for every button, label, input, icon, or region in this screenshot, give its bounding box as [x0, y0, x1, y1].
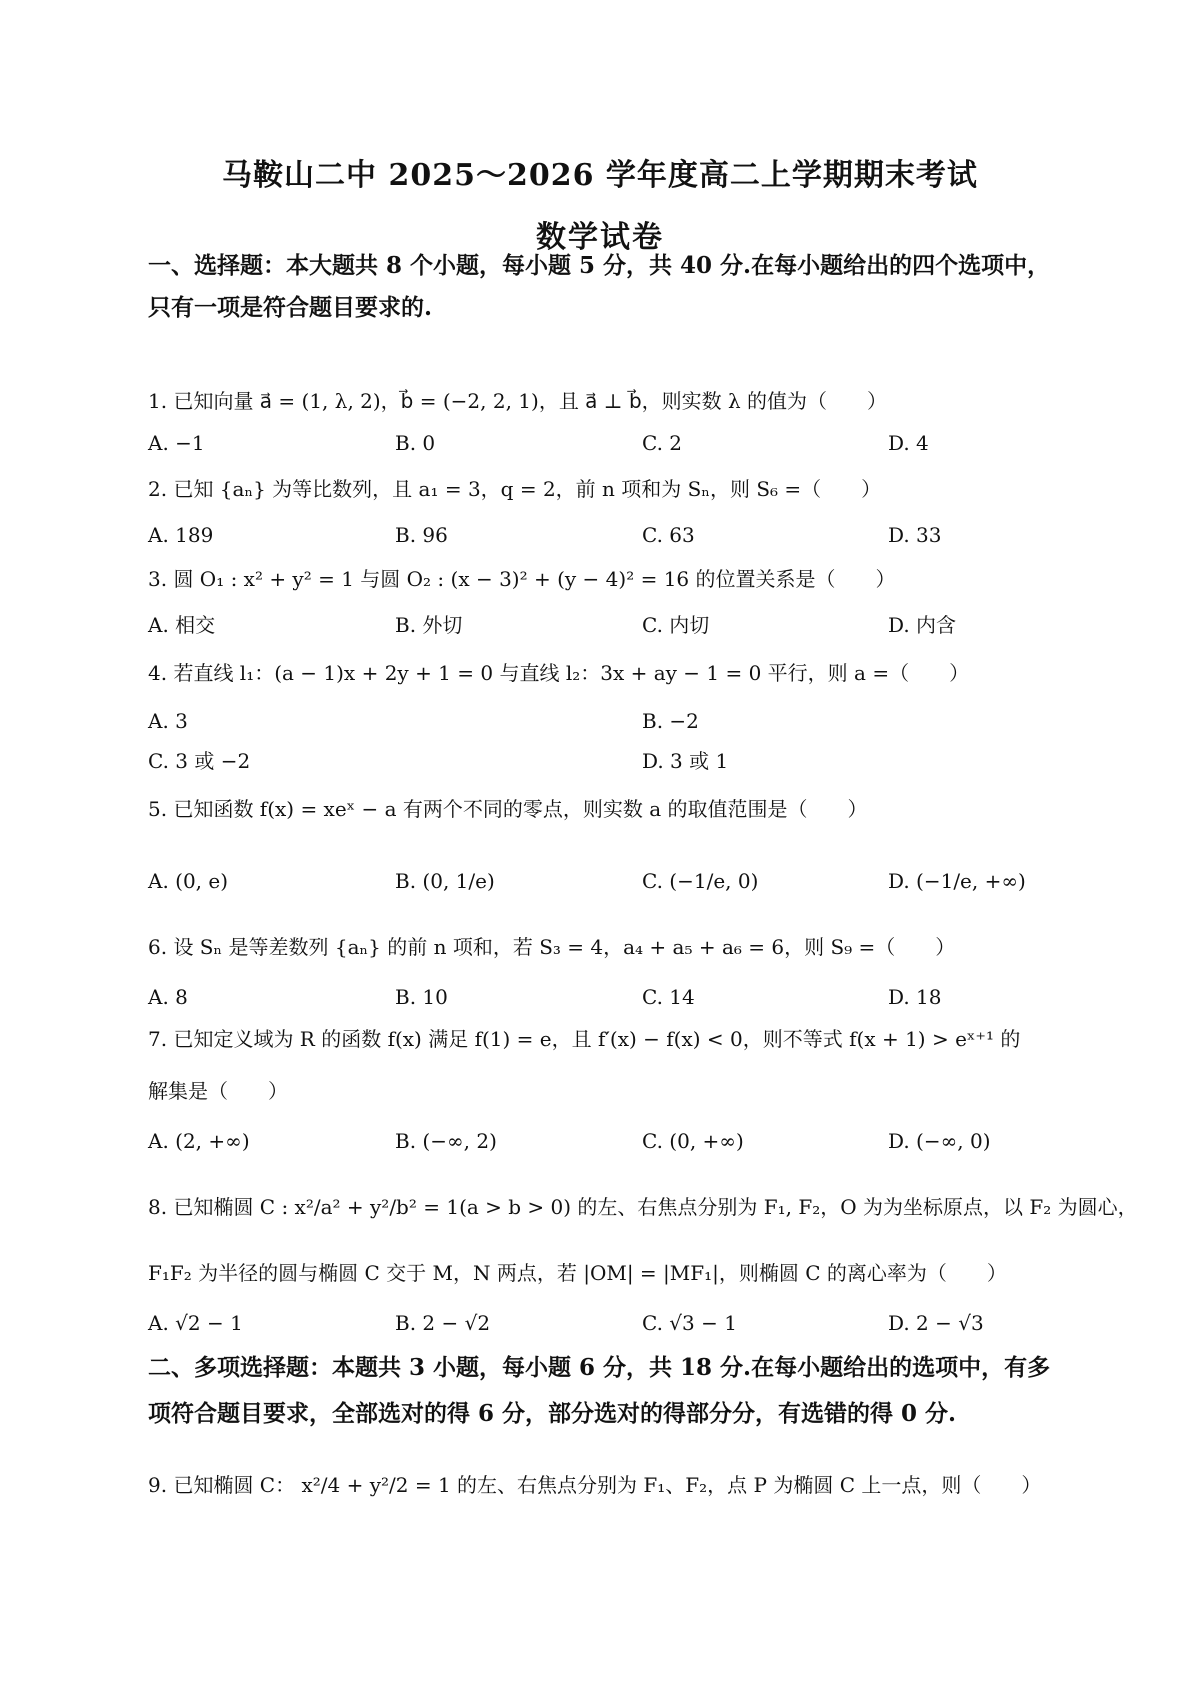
- q3-option-c: C. 内切: [642, 613, 710, 637]
- q1-option-c: C. 2: [642, 431, 683, 455]
- q7-option-c: C. (0, +∞): [642, 1129, 744, 1153]
- q5-option-b: B. (0, 1/e): [395, 869, 495, 893]
- question-2: 2. 已知 {aₙ} 为等比数列，且 a₁ = 3，q = 2，前 n 项和为 Sₙ，则 S₆ =（ ）: [148, 477, 882, 501]
- q6-option-d: D. 18: [888, 985, 942, 1009]
- q4-option-a: A. 3: [148, 709, 188, 733]
- q7-option-d: D. (−∞, 0): [888, 1129, 991, 1153]
- q5-option-d: D. (−1/e, +∞): [888, 869, 1026, 893]
- q1-option-a: A. −1: [148, 431, 205, 455]
- q8-option-a: A. √2 − 1: [148, 1311, 243, 1335]
- q2-option-c: C. 63: [642, 523, 695, 547]
- q3-option-d: D. 内含: [888, 613, 957, 637]
- q4-option-c: C. 3 或 −2: [148, 749, 251, 773]
- q3-option-a: A. 相交: [148, 613, 216, 637]
- q2-option-a: A. 189: [148, 523, 214, 547]
- question-6: 6. 设 Sₙ 是等差数列 {aₙ} 的前 n 项和，若 S₃ = 4，a₄ + a₅ + a₆ = 6，则 S₉ =（ ）: [148, 935, 956, 959]
- q4-option-d: D. 3 或 1: [642, 749, 729, 773]
- exam-title: 马鞍山二中 2025～2026 学年度高二上学期期末考试: [222, 158, 978, 193]
- question-8-line1: 8. 已知椭圆 C : x²/a² + y²/b² = 1(a > b > 0) 的左、右焦点分别为 F₁, F₂，O 为为坐标原点，以 F₂ 为圆心，: [148, 1195, 1138, 1219]
- section2-line2: 项符合题目要求，全部选对的得 6 分，部分选对的得部分分，有选错的得 0 分.: [148, 1400, 957, 1427]
- q6-option-b: B. 10: [395, 985, 448, 1009]
- q2-option-d: D. 33: [888, 523, 942, 547]
- question-5: 5. 已知函数 f(x) = xeˣ − a 有两个不同的零点，则实数 a 的取值范围是（ ）: [148, 797, 868, 821]
- q5-option-c: C. (−1/e, 0): [642, 869, 759, 893]
- question-3: 3. 圆 O₁ : x² + y² = 1 与圆 O₂ : (x − 3)² + (y − 4)² = 16 的位置关系是（ ）: [148, 567, 896, 591]
- section1-line1: 一、选择题：本大题共 8 个小题，每小题 5 分，共 40 分.在每小题给出的四个选项中，: [148, 252, 1051, 279]
- q3-option-b: B. 外切: [395, 613, 463, 637]
- question-8-line2: F₁F₂ 为半径的圆与椭圆 C 交于 M，N 两点，若 |OM| = |MF₁|，则椭圆 C 的离心率为（ ）: [148, 1261, 1007, 1285]
- question-9: 9. 已知椭圆 C： x²/4 + y²/2 = 1 的左、右焦点分别为 F₁、F₂，点 P 为椭圆 C 上一点，则（ ）: [148, 1473, 1042, 1497]
- q5-option-a: A. (0, e): [148, 869, 229, 893]
- q8-option-b: B. 2 − √2: [395, 1311, 491, 1335]
- q4-option-b: B. −2: [642, 709, 699, 733]
- q2-option-b: B. 96: [395, 523, 448, 547]
- question-7-line1: 7. 已知定义域为 R 的函数 f(x) 满足 f(1) = e，且 f′(x) − f(x) < 0，则不等式 f(x + 1) > eˣ⁺¹ 的: [148, 1027, 1021, 1051]
- section2-line1: 二、多项选择题：本题共 3 小题，每小题 6 分，共 18 分.在每小题给出的选项中，有多: [148, 1354, 1051, 1381]
- q8-option-d: D. 2 − √3: [888, 1311, 984, 1335]
- q1-option-d: D. 4: [888, 431, 929, 455]
- question-1: 1. 已知向量 a⃗ = (1, λ, 2)，b⃗ = (−2, 2, 1)，且 a⃗ ⊥ b⃗，则实数 λ 的值为（ ）: [148, 389, 888, 413]
- q6-option-a: A. 8: [148, 985, 188, 1009]
- question-4: 4. 若直线 l₁：(a − 1)x + 2y + 1 = 0 与直线 l₂：3x + ay − 1 = 0 平行，则 a =（ ）: [148, 661, 970, 685]
- exam-subtitle: 数学试卷: [536, 220, 664, 255]
- q8-option-c: C. √3 − 1: [642, 1311, 737, 1335]
- q7-option-b: B. (−∞, 2): [395, 1129, 497, 1153]
- q1-option-b: B. 0: [395, 431, 436, 455]
- section1-line2: 只有一项是符合题目要求的.: [148, 294, 433, 321]
- q6-option-c: C. 14: [642, 985, 695, 1009]
- q7-option-a: A. (2, +∞): [148, 1129, 250, 1153]
- question-7-line2: 解集是（ ）: [148, 1079, 288, 1103]
